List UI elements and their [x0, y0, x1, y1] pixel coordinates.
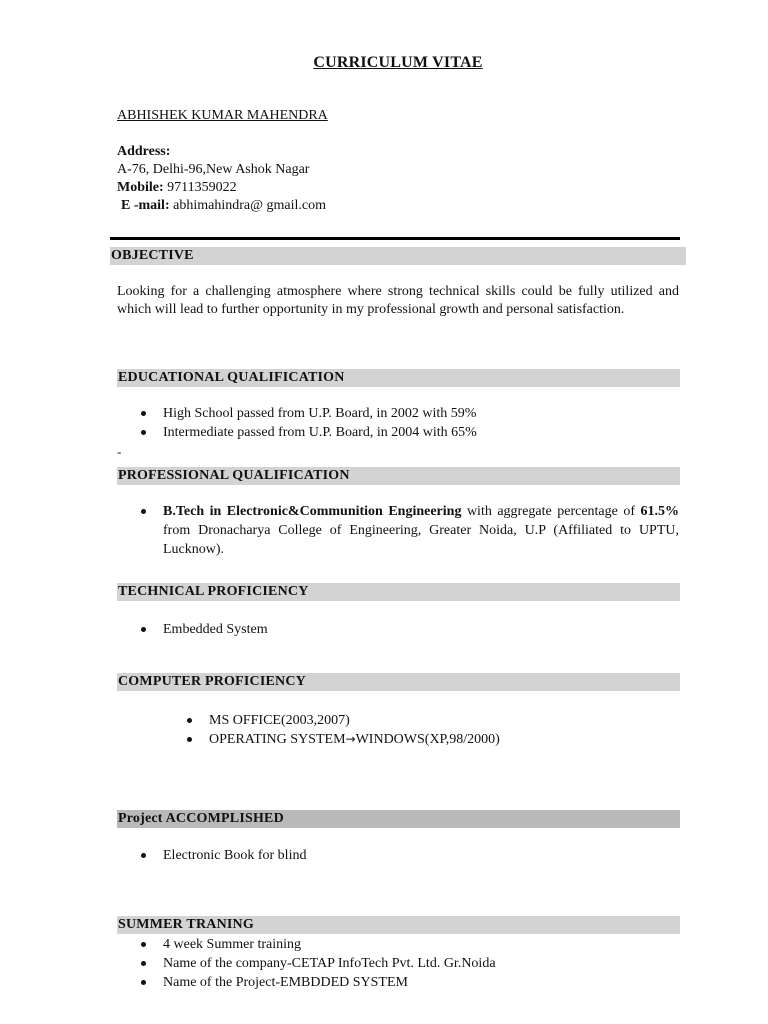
professional-heading: PROFESSIONAL QUALIFICATION	[117, 467, 680, 485]
bullet-icon	[187, 737, 192, 742]
bullet-icon	[141, 627, 146, 632]
list-item: OPERATING SYSTEM→WINDOWS(XP,98/2000)	[209, 730, 500, 749]
bullet-icon	[141, 942, 146, 947]
arrow-right-icon: →	[345, 732, 356, 746]
bullet-icon	[141, 411, 146, 416]
list-item: High School passed from U.P. Board, in 2002 with 59%	[163, 404, 477, 423]
aggregate-percentage: 61.5%	[640, 504, 679, 519]
bullet-icon	[141, 430, 146, 435]
bullet-icon	[141, 853, 146, 858]
education-heading: EDUCATIONAL QUALIFICATION	[117, 369, 680, 387]
summer-list	[163, 935, 496, 992]
summer-heading: SUMMER TRANING	[117, 916, 680, 934]
professional-list	[163, 502, 679, 559]
list-item: 4 week Summer training	[163, 935, 496, 954]
email-label: E -mail:	[121, 198, 170, 213]
list-item: Intermediate passed from U.P. Board, in 2004 with 65%	[163, 423, 477, 442]
bullet-icon	[141, 980, 146, 985]
bullet-icon	[187, 718, 192, 723]
computer-heading: COMPUTER PROFICIENCY	[117, 673, 680, 691]
list-item: Electronic Book for blind	[163, 846, 306, 865]
education-list	[163, 404, 477, 442]
list-item: MS OFFICE(2003,2007)	[209, 711, 500, 730]
technical-list	[163, 620, 268, 639]
header-divider	[110, 237, 680, 240]
degree-name: B.Tech in Electronic&Communition Engineering	[163, 504, 462, 519]
bullet-icon	[141, 961, 146, 966]
list-item: Embedded System	[163, 620, 268, 639]
candidate-name: ABHISHEK KUMAR MAHENDRA	[117, 108, 328, 123]
mobile-value: 9711359022	[167, 180, 237, 195]
objective-heading: OBJECTIVE	[110, 247, 686, 265]
mobile-line	[117, 179, 237, 197]
stray-dash: -	[117, 444, 122, 459]
bullet-icon	[141, 509, 146, 514]
project-list	[163, 846, 306, 865]
list-item: Name of the company-CETAP InfoTech Pvt. Ltd. Gr.Noida	[163, 954, 496, 973]
computer-list	[209, 711, 500, 749]
list-item: Name of the Project-EMBDDED SYSTEM	[163, 973, 496, 992]
email-value: abhimahindra@ gmail.com	[173, 198, 326, 213]
address-label: Address:	[117, 144, 171, 159]
technical-heading: TECHNICAL PROFICIENCY	[117, 583, 680, 601]
project-heading: Project ACCOMPLISHED	[117, 810, 680, 828]
objective-text: Looking for a challenging atmosphere where strong technical skills could be fully utilized and which will lead to further opportunity in my professional growth and personal satisfaction.	[117, 284, 679, 317]
email-line	[121, 197, 326, 215]
list-item: B.Tech in Electronic&Communition Engineering with aggregate percentage of 61.5% from Dronacharya College of Engineering, Greater Noida, U.P (Affiliated to UPTU, Lucknow).	[163, 502, 679, 559]
document-title: CURRICULUM VITAE	[313, 54, 483, 71]
mobile-label: Mobile:	[117, 180, 164, 195]
address-value: A-76, Delhi-96,New Ashok Nagar	[117, 162, 310, 177]
